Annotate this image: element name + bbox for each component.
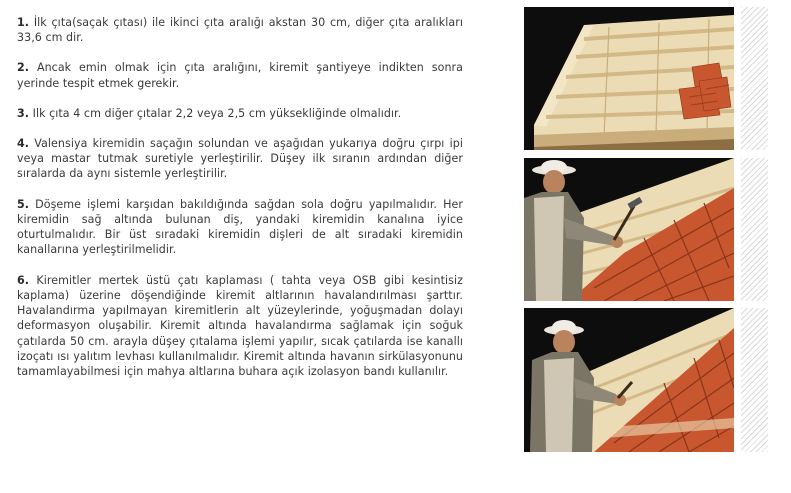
decorative-stripe bbox=[741, 158, 768, 301]
step-number: 1. bbox=[17, 16, 30, 29]
step-2 bbox=[17, 60, 463, 91]
step-number: 5. bbox=[17, 197, 30, 211]
worker-laying-tiles-illustration bbox=[524, 158, 734, 301]
photo-worker-laying-tiles bbox=[524, 158, 734, 301]
step-number: 3. bbox=[17, 106, 30, 120]
step-6 bbox=[17, 273, 463, 380]
photo-roof-battens bbox=[524, 7, 734, 150]
step-1 bbox=[17, 15, 463, 46]
decorative-stripe bbox=[741, 7, 768, 150]
step-3 bbox=[17, 106, 463, 121]
step-text: Valensiya kiremidin saçağın solundan ve aşağıdan yukarıya doğru çırpı ipi veya mastar tutmak suretiyle yerleştirilir. Düşey ilk sıranın ardından diğer sıralarda da aynı sistemle yerleştirilir. bbox=[17, 136, 464, 181]
photo-worker-tiling-roof bbox=[524, 308, 734, 452]
step-text: İlk çıta(saçak çıtası) ile ikinci çıta aralığı akstan 30 cm, diğer çıta aralıkları 33,6 cm dir. bbox=[17, 16, 463, 45]
step-number: 2. bbox=[17, 61, 30, 75]
step-number: 4. bbox=[17, 136, 30, 150]
instructions-column bbox=[17, 15, 463, 394]
step-text: Ancak emin olmak için çıta aralığını, kiremit şantiyeye indikten sonra yerinde tespit etmek gerekir. bbox=[17, 61, 463, 90]
step-text: Kiremitler mertek üstü çatı kaplaması ( tahta veya OSB gibi kesintisiz kaplama) üzerine döşendiğinde kiremit altlarının havalandırılması şarttır. Havalandırma yapılmayan kiremitlerin alt yüzeylerinde, yoğuşmadan dolayı deformasyon oluşabilir. Kiremit altında havalandırma sağlamak için soğuk çatılarda 50 cm. arayla düşey çıtalama işlemi yapılır, sıcak çatılarda ise kanallı izoçatı ısı yalıtım levhası kullanılmalıdır. Kiremit altında havanın sirkülasyonunu tamamlayabilmesi için mahya altlarına buhara açık izolasyon bandı kullanılır. bbox=[17, 273, 463, 379]
decorative-stripe bbox=[741, 308, 768, 452]
roof-battens-illustration bbox=[524, 7, 734, 150]
step-number: 6. bbox=[17, 273, 30, 287]
step-4 bbox=[17, 136, 463, 182]
step-5 bbox=[17, 197, 463, 258]
step-text: Döşeme işlemi karşıdan bakıldığında sağdan sola doğru yapılmalıdır. Her kiremidin sağ altında bulunan diş, yandaki kiremidin kanalına iyice oturtulmalıdır. Bir üst sıradaki kiremidin dişleri de alt sıradaki kiremidin kanallarına yerleştirilmelidir. bbox=[17, 197, 463, 257]
worker-tiling-roof-illustration bbox=[524, 308, 734, 452]
step-text: Ilk çıta 4 cm diğer çıtalar 2,2 veya 2,5 cm yüksekliğinde olmalıdır. bbox=[32, 106, 402, 120]
